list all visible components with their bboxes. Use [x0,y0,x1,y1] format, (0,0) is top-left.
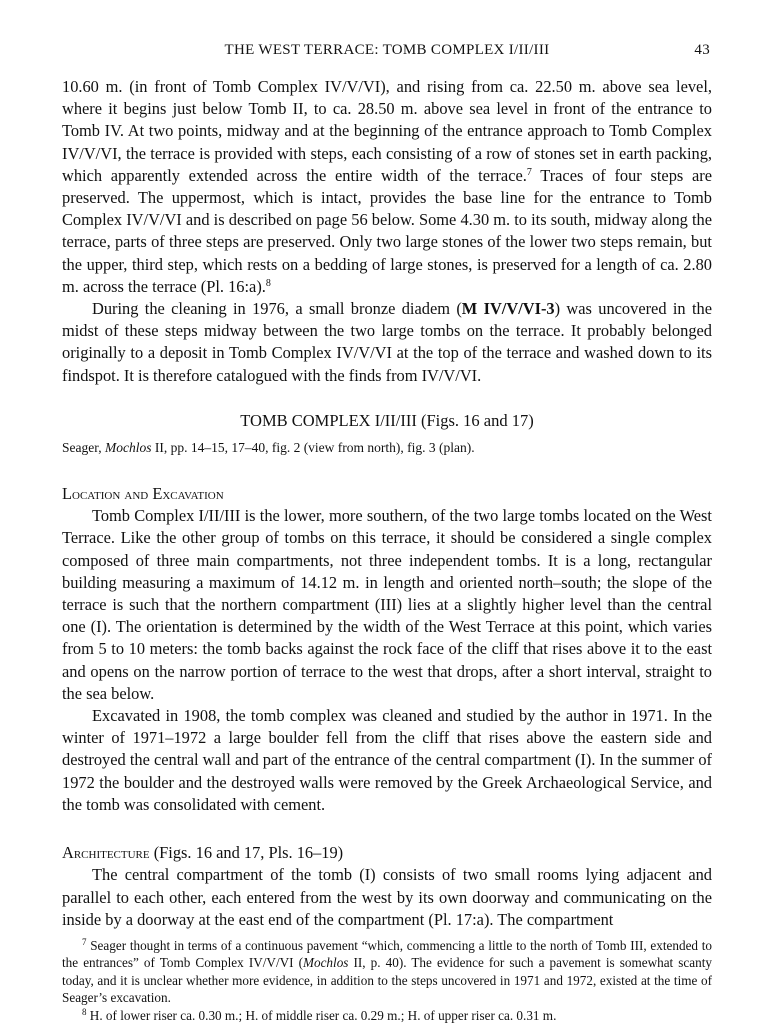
paragraph-architecture: The central compartment of the tomb (I) consists of two small rooms lying adjacent and parallel to each other, each entered from the west by its own doorway and communicating on the inside by a doorway at the east end of the compartment (Pl. 17:a). The compartment [62,865,712,929]
subheading-location: Location and Excavation [62,484,224,504]
citation-text: II, pp. 14–15, 17–40, fig. 2 (view from north), fig. 3 (plan). [151,440,475,456]
paragraph-excavation: Excavated in 1908, the tomb complex was cleaned and studied by the author in 1971. In the winter of 1971–1972 a large boulder fell from the cliff that rises above the eastern side and destroyed the central wall and part of the entrance of the central compartment (I). In the summer of 1972 the boulder and the destroyed walls were removed by the Greek Archaeological Service, and the tomb was consolidated with cement. [62,706,712,814]
footnotes [62,937,712,1024]
running-head-title: THE WEST TERRACE: TOMB COMPLEX I/II/III [224,42,550,58]
footnote-mark: 8 [82,1006,87,1017]
footnote-text: H. of lower riser ca. 0.30 m.; H. of middle riser ca. 0.29 m.; H. of upper riser ca. 0.31 m. [86,1007,557,1023]
paragraph-diadem [62,298,712,387]
paragraph-text: ) was uncovered in the midst of these steps midway between the two large tombs on the terrace. It probably belonged originally to a deposit in Tomb Complex IV/V/VI at the top of the terrace and washed down to its findspot. It is therefore catalogued with the finds from IV/V/VI. [62,299,712,385]
footnote-text: Seager thought in terms of a continuous pavement “which, commencing a little to the north of Tomb III, extended to the entrances” of Tomb Complex IV/V/VI ( [62,937,712,971]
body-text [62,76,712,931]
paragraph-text: During the cleaning in 1976, a small bronze diadem ( [92,299,462,319]
paragraph-text: Traces of four steps are preserved. The uppermost, which is intact, provides the base line for the entrance to Tomb Complex IV/V/VI and is described on page 56 below. Some 4.30 m. to its south, midway along the terrace, parts of three steps are preserved. Only two large stones of the lower two steps remain, but the upper, third step, which rests on a bedding of large stones, is preserved for a length of ca. 2.80 m. across the terrace (Pl. 16:a). [62,165,712,296]
footnote-text: II, p. 40). The evidence for such a pavement is somewhat scanty today, and it is unclear whether more evidence, in addition to the steps uncovered in 1971 and 1972, existed at the time of Seager’s excavation. [62,955,712,1006]
section-heading: TOMB COMPLEX I/II/III (Figs. 16 and 17) [240,410,534,430]
catalog-number: M IV/V/VI-3 [461,299,555,319]
footnote-ref-8: 8 [265,277,271,289]
running-head [62,34,712,58]
footnote-ref-7: 7 [526,166,532,178]
subheading-architecture-refs: (Figs. 16 and 17, Pls. 16–19) [149,843,344,863]
subheading-architecture [62,842,712,864]
citation [62,439,712,457]
footnote-8 [62,1007,712,1024]
page [62,34,712,1024]
page-number: 43 [694,42,710,58]
footnote-title: Mochlos [303,955,349,971]
footnote-mark: 7 [82,936,87,947]
citation-text: Seager, [62,440,105,456]
paragraph-location: Tomb Complex I/II/III is the lower, more southern, of the two large tombs located on the West Terrace. Like the other group of tombs on this terrace, it should be considered a single complex composed of three main compartments, not three independent tombs. It is a long, rectangular building measuring a maximum of 14.12 m. in length and oriented north–south; the slope of the terrace is such that the northern compartment (III) lies at a slightly higher level than the central one (I). The orientation is determined by the width of the West Terrace at this point, which varies from 5 to 10 meters: the tomb backs against the rock face of the cliff that rises above it to the east and opens on the narrow portion of terrace to the west that drops, after a short interval, straight to the sea below. [62,506,712,703]
footnote-7 [62,937,712,1007]
subheading-architecture-label: Architecture [62,843,150,863]
citation-title: Mochlos [104,440,152,456]
paragraph-text: 10.60 m. (in front of Tomb Complex IV/V/VI), and rising from ca. 22.50 m. above sea level, where it begins just below Tomb II, to ca. 28.50 m. above sea level in front of the entrance to Tomb IV. At two points, midway and at the beginning of the entrance approach to Tomb Complex IV/V/VI, the terrace is provided with steps, each consisting of a row of stones set in earth packing, which apparently extended across the entire width of the terrace. [62,77,712,185]
paragraph-terrace-steps [62,76,712,298]
